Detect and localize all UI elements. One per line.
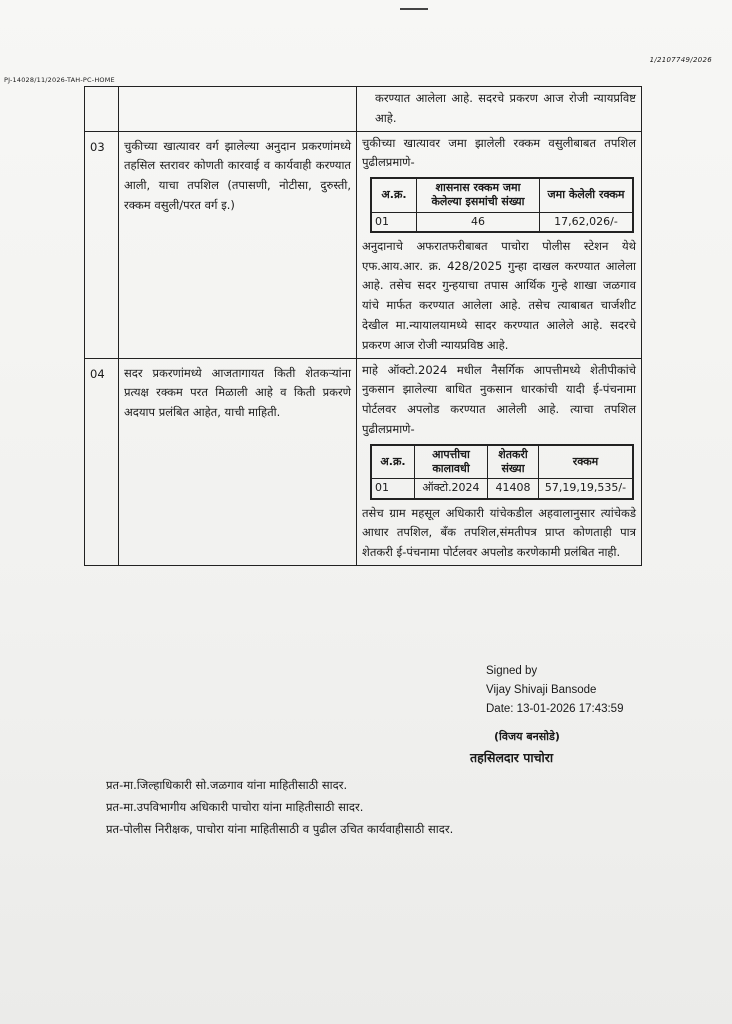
copy-to-line: प्रत-मा.जिल्हाधिकारी सो.जळगाव यांना माहितीसाठी सादर. [106,778,348,792]
digital-signature [486,662,623,719]
inner-data-cell: 41408 [488,479,539,499]
question-cell [119,87,357,132]
signature-date: Date: 13-01-2026 17:43:59 [486,703,624,716]
signed-by-label: Signed by [486,665,538,677]
recovery-table [370,177,634,233]
page-mark [400,8,428,10]
inner-header-cell: शासनास रक्कम जमा केलेल्या इसमांची संख्या [417,178,540,212]
inner-header-cell: अ.क्र. [371,445,415,479]
inner-data-cell: 01 [371,212,417,232]
inner-data-cell: 17,62,026/- [540,212,634,232]
inner-header-row [371,178,633,212]
inner-data-cell: 01 [371,479,415,499]
answer-intro: माहे ऑक्टो.2024 मधील नैसर्गिक आपत्तीमध्ये शेतीपीकांचे नुकसान झालेल्या बाधित नुकसान धारकांची यादी ई-पंचनामा पोर्टलवर अपलोड करण्यात आलेली आहे. त्याचा तपशिल पुढीलप्रमाणे- [362,362,636,436]
table-row [85,358,642,565]
reply-table [84,86,642,566]
answer-cell [357,358,642,565]
row-number: 04 [85,358,119,565]
table-row [85,87,642,132]
inner-header-cell: जमा केलेली रक्कम [540,178,634,212]
answer-intro: चुकीच्या खात्यावर जमा झालेली रक्कम वसुलीबाबत तपशिल पुढीलप्रमाणे- [362,135,636,170]
inner-data-cell: ऑक्टो.2024 [415,479,488,499]
inner-data-row [371,212,633,232]
question-text: सदर प्रकरणांमध्ये आजतागायत किती शेतकऱ्यांना प्रत्यक्ष रक्कम परत मिळाली आहे व किती प्रकरणे अदयाप प्रलंबित आहेत, याची माहिती. [119,358,357,565]
answer-cell [357,131,642,358]
inner-data-cell: 57,19,19,535/- [539,479,634,499]
answer-after: अनुदानाचे अफरातफरीबाबत पाचोरा पोलीस स्टेशन येथे एफ.आय.आर. क्र. 428/2025 गुन्हा दाखल करण्यात आलेला आहे. तसेच सदर गुन्हयाचा तपास आर्थिक गुन्हे शाखा जळगाव यांचे मार्फत करण्यात आलेला आहे. तसेच त्याबाबत चार्जशीट देखील मा.न्यायालयामध्ये सादर करण्यात आलेले आहे. सदरचे प्रकरण आज रोजी न्यायप्रविष्ठ आहे. [362,238,636,352]
inner-header-cell: आपत्तीचा कालावधी [415,445,488,479]
inner-header-row [371,445,633,479]
inner-header-cell: अ.क्र. [371,178,417,212]
answer-text: करण्यात आलेला आहे. सदरचे प्रकरण आज रोजी न्यायप्रविष्ट आहे. [375,91,636,125]
loss-table [370,444,634,500]
inner-header-cell: शेतकरी संख्या [488,445,539,479]
signer-name: Vijay Shivaji Bansode [486,684,597,697]
answer-cell [357,87,642,132]
question-text: चुकीच्या खात्यावर वर्ग झालेल्या अनुदान प्रकरणांमध्ये तहसिल स्तरावर कोणती कारवाई व कार्यवाही करण्यात आली, याचा तपशिल (तपासणी, नोटीसा, दुरुस्ती, रक्कम वसुली/परत वर्ग इ.) [119,131,357,358]
inner-data-cell: 46 [417,212,540,232]
document-reference: 1/2107749/2026 [649,56,712,64]
copy-to-line: प्रत-पोलीस निरीक्षक, पाचोरा यांना माहितीसाठी व पुढील उचित कार्यवाहीसाठी सादर. [106,822,454,836]
file-reference: PJ-14028/11/2026-TAH-PC-HOME [4,76,115,84]
answer-after: तसेच ग्राम महसूल अधिकारी यांचेकडील अहवालानुसार त्यांचेकडे आधार तपशिल, बँक तपशिल,संमतीपत्र प्राप्त कोणताही पात्र शेतकरी ई-पंचनामा पोर्टलवर अपलोड करणेकामी प्रलंबित नाही. [362,505,636,560]
row-number-cell [85,87,119,132]
copy-to-line: प्रत-मा.उपविभागीय अधिकारी पाचोरा यांना माहितीसाठी सादर. [106,800,364,814]
inner-header-cell: रक्कम [539,445,634,479]
row-number: 03 [85,131,119,358]
inner-data-row [371,479,633,499]
signer-name-marathi: (विजय बनसोडे) [494,730,560,743]
signer-office: तहसिलदार पाचोरा [470,750,554,765]
table-row [85,131,642,358]
